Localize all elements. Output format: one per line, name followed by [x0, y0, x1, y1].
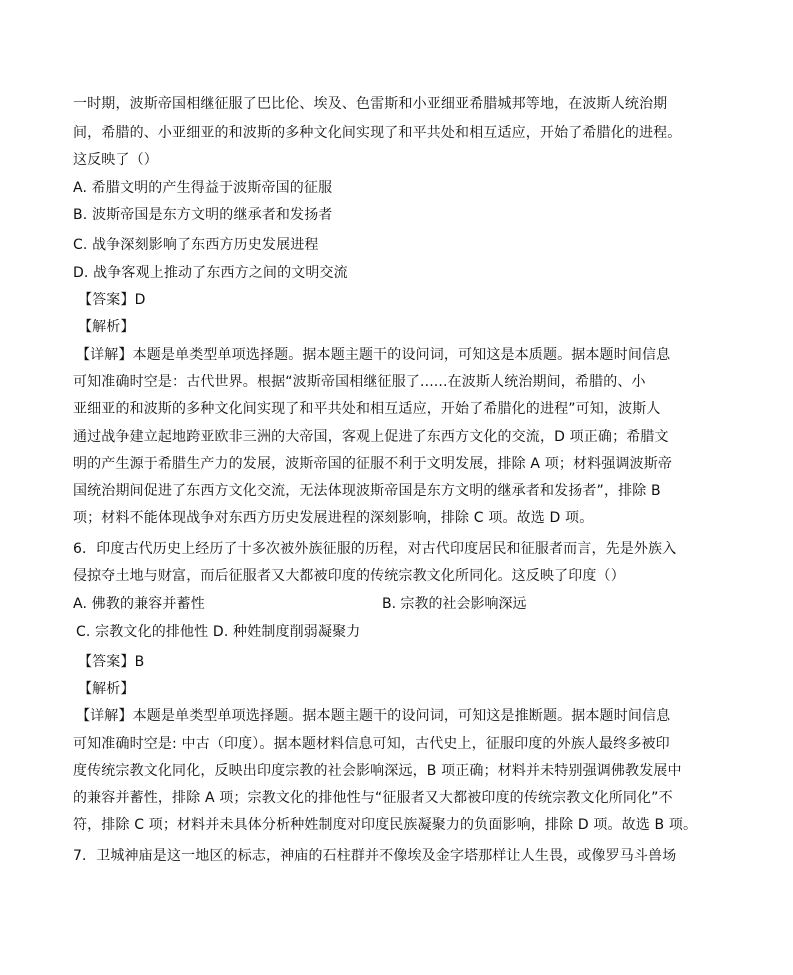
q5-stem-line-3: 这反映了（） — [73, 152, 158, 168]
q5-option-d: D. 战争客观上推动了东西方之间的文明交流 — [73, 265, 348, 281]
q5-detail-line-5: 明的产生源于希腊生产力的发展，波斯帝国的征服不利于文明发展，排除 A 项；材料强调波斯帝 — [73, 456, 673, 472]
q6-option-c-d: C. 宗教文化的排他性 D. 种姓制度削弱凝聚力 — [76, 624, 361, 640]
q7-stem-line-1: 7．卫城神庙是这一地区的标志，神庙的石柱群并不像埃及金字塔那样让人生畏，或像罗马斗兽场 — [73, 848, 677, 864]
q5-option-a: A. 希腊文明的产生得益于波斯帝国的征服 — [73, 180, 333, 196]
q5-stem-line-2: 间，希腊的、小亚细亚的和波斯的多种文化间实现了和平共处和相互适应，开始了希腊化的进程。 — [73, 125, 682, 141]
q6-detail-line-3: 度传统宗教文化同化，反映出印度宗教的社会影响深远，B 项正确；材料并未特别强调佛教发展中 — [73, 763, 682, 779]
q5-stem-line-1: 一时期，波斯帝国相继征服了巴比伦、埃及、色雷斯和小亚细亚希腊城邦等地，在波斯人统治期 — [73, 96, 668, 112]
q5-analysis-label: 【解析】 — [78, 319, 135, 335]
q6-option-a: A. 佛教的兼容并蓄性 — [73, 596, 205, 612]
q5-option-c: C. 战争深刻影响了东西方历史发展进程 — [73, 237, 319, 253]
q5-detail-line-6: 国统治期间促进了东西方文化交流，无法体现波斯帝国是东方文明的继承者和发扬者”，排除 B — [73, 483, 661, 499]
q6-detail-line-1: 【详解】本题是单类型单项选择题。据本题主题干的设问词，可知这是推断题。据本题时间信息 — [76, 708, 671, 724]
q6-analysis-label: 【解析】 — [78, 681, 135, 697]
q5-detail-line-3: 亚细亚的和波斯的多种文化间实现了和平共处和相互适应，开始了希腊化的进程”可知，波斯人 — [73, 401, 661, 417]
q6-option-b: B. 宗教的社会影响深远 — [382, 596, 527, 612]
q5-detail-line-1: 【详解】本题是单类型单项选择题。据本题主题干的设问词，可知这是本质题。据本题时间信息 — [76, 347, 671, 363]
q6-detail-line-2: 可知准确时空是: 中古（印度）。据本题材料信息可知，古代史上，征服印度的外族人最终多被印 — [73, 736, 670, 752]
q5-detail-line-4: 通过战争建立起地跨亚欧非三洲的大帝国，客观上促进了东西方文化的交流，D 项正确；希腊文 — [73, 429, 669, 445]
q6-stem-line-1: 6．印度古代历史上经历了十多次被外族征服的历程，对古代印度居民和征服者而言，先是外族入 — [73, 541, 677, 557]
q5-detail-line-2: 可知准确时空是：古代世界。根据“波斯帝国相继征服了......在波斯人统治期间，希腊的、小 — [73, 374, 646, 390]
q6-detail-line-4: 的兼容并蓄性，排除 A 项；宗教文化的排他性与“征服者又大都被印度的传统宗教文化所同化”不 — [73, 790, 673, 806]
q6-stem-line-2: 侵掠夺土地与财富，而后征服者又大都被印度的传统宗教文化所同化。这反映了印度（） — [73, 568, 625, 584]
q6-answer: 【答案】B — [78, 654, 145, 670]
q5-answer: 【答案】D — [78, 292, 146, 308]
q5-detail-line-7: 项；材料不能体现战争对东西方历史发展进程的深刻影响，排除 C 项。故选 D 项。 — [73, 510, 594, 526]
q5-option-b: B. 波斯帝国是东方文明的继承者和发扬者 — [73, 207, 333, 223]
q6-detail-line-5: 符，排除 C 项；材料并未具体分析种姓制度对印度民族凝聚力的负面影响，排除 D 项。故选 B 项。 — [73, 817, 698, 833]
